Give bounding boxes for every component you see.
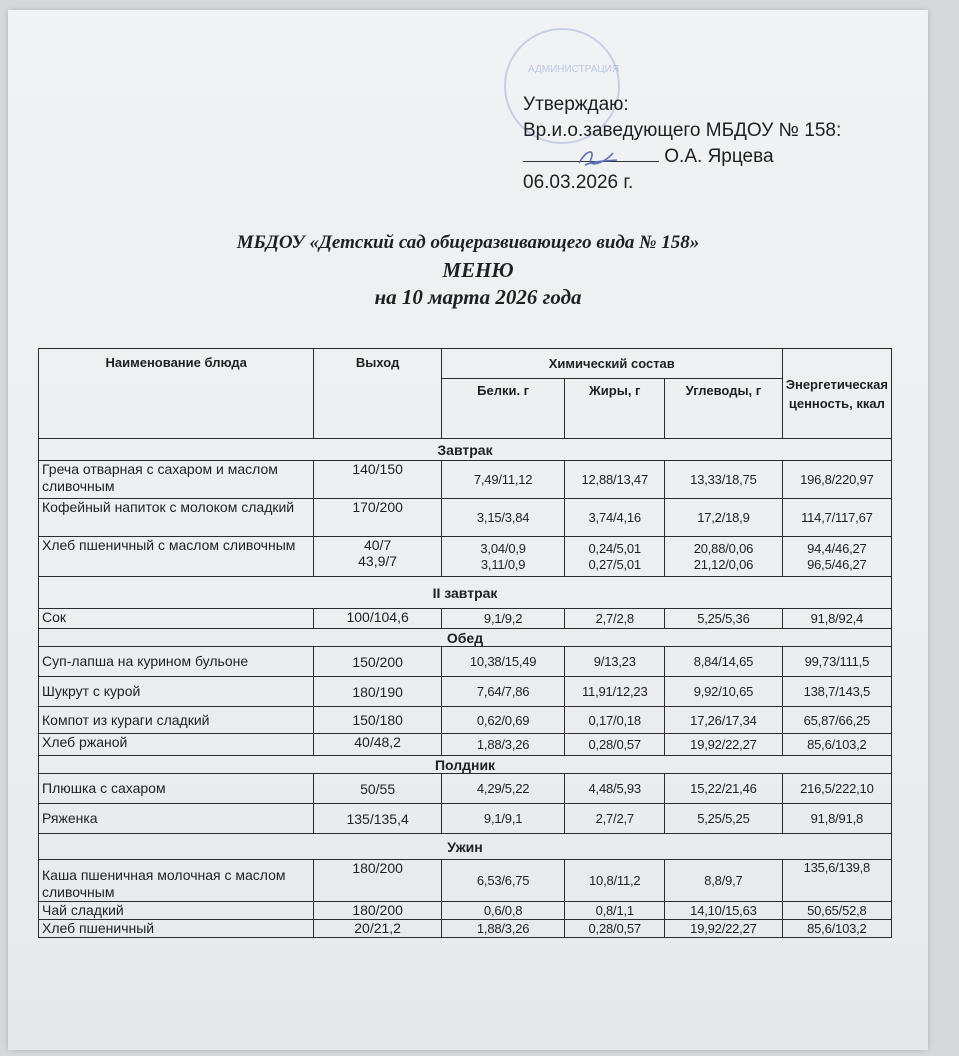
dish-fats-line: 0,27/5,01	[588, 556, 641, 572]
section-title: Ужин	[39, 834, 892, 860]
approval-signature-line	[523, 144, 841, 170]
dish-energy: 85,6/103,2	[782, 920, 891, 938]
dish-fats: 12,88/13,47	[565, 461, 665, 499]
dish-proteins: 6,53/6,75	[441, 860, 565, 902]
dish-name: Сок	[39, 609, 314, 629]
section-title: II завтрак	[39, 577, 892, 609]
dish-carbs: 17,26/17,34	[665, 707, 783, 734]
dish-fats-line: 0,24/5,01	[588, 540, 641, 556]
dish-name: Компот из кураги сладкий	[39, 707, 314, 734]
dish-fats: 0,28/0,57	[565, 920, 665, 938]
dish-output: 40/48,2	[314, 734, 441, 756]
dish-proteins-line: 3,11/0,9	[480, 556, 526, 572]
dish-fats	[565, 537, 665, 577]
dish-carbs: 17,2/18,9	[665, 499, 783, 537]
dish-output: 20/21,2	[314, 920, 441, 938]
menu-table	[38, 348, 892, 938]
header-energy: Энергетическая ценность, ккал	[782, 349, 891, 439]
dish-proteins: 1,88/3,26	[441, 920, 565, 938]
dish-carbs: 19,92/22,27	[665, 920, 783, 938]
approval-block	[523, 92, 841, 196]
dish-output-line: 40/7	[363, 537, 392, 553]
dish-carbs: 8,8/9,7	[665, 860, 783, 902]
dish-energy: 114,7/117,67	[782, 499, 891, 537]
dish-name: Чай сладкий	[39, 902, 314, 920]
dish-fats: 11,91/12,23	[565, 677, 665, 707]
dish-energy: 138,7/143,5	[782, 677, 891, 707]
dish-proteins: 0,62/0,69	[441, 707, 565, 734]
dish-proteins-line: 3,04/0,9	[480, 540, 526, 556]
dish-energy-line: 96,5/46,27	[807, 556, 867, 572]
dish-output: 150/200	[314, 647, 441, 677]
dish-fats: 2,7/2,7	[565, 804, 665, 834]
dish-energy: 65,87/66,25	[782, 707, 891, 734]
approval-heading: Утверждаю:	[523, 94, 629, 115]
dish-proteins: 4,29/5,22	[441, 774, 565, 804]
dish-output: 180/200	[314, 902, 441, 920]
header-carbs: Углеводы, г	[665, 379, 783, 439]
dish-fats: 4,48/5,93	[565, 774, 665, 804]
dish-output: 150/180	[314, 707, 441, 734]
dish-energy	[782, 537, 891, 577]
dish-carbs: 19,92/22,27	[665, 734, 783, 756]
document-page	[8, 10, 928, 1050]
section-title: Полдник	[39, 756, 892, 774]
dish-proteins	[441, 537, 565, 577]
dish-carbs: 15,22/21,46	[665, 774, 783, 804]
dish-name: Плюшка с сахаром	[39, 774, 314, 804]
dish-output: 50/55	[314, 774, 441, 804]
dish-name: Хлеб пшеничный	[39, 920, 314, 938]
dish-fats: 2,7/2,8	[565, 609, 665, 629]
dish-name: Хлеб пшеничный с маслом сливочным	[39, 537, 314, 577]
dish-name: Каша пшеничная молочная с маслом сливочным	[39, 860, 314, 902]
dish-name: Кофейный напиток с молоком сладкий	[39, 499, 314, 537]
dish-carbs: 5,25/5,25	[665, 804, 783, 834]
dish-carbs: 14,10/15,63	[665, 902, 783, 920]
document-titles	[8, 232, 948, 310]
dish-name: Греча отварная с сахаром и маслом сливочным	[39, 461, 314, 499]
dish-energy-line: 94,4/46,27	[807, 540, 867, 556]
dish-name: Шукрут с курой	[39, 677, 314, 707]
dish-fats: 0,8/1,1	[565, 902, 665, 920]
dish-proteins: 7,49/11,12	[441, 461, 565, 499]
dish-output	[314, 537, 441, 577]
dish-energy: 99,73/111,5	[782, 647, 891, 677]
dish-fats: 0,28/0,57	[565, 734, 665, 756]
dish-output: 140/150	[314, 461, 441, 499]
dish-name: Хлеб ржаной	[39, 734, 314, 756]
dish-proteins: 9,1/9,1	[441, 804, 565, 834]
dish-carbs: 9,92/10,65	[665, 677, 783, 707]
section-title: Завтрак	[39, 439, 892, 461]
menu-title: МЕНЮ	[442, 258, 514, 282]
dish-output: 180/190	[314, 677, 441, 707]
dish-name: Суп-лапша на курином бульоне	[39, 647, 314, 677]
header-fats: Жиры, г	[565, 379, 665, 439]
dish-carbs: 8,84/14,65	[665, 647, 783, 677]
dish-carbs-line: 20,88/0,06	[693, 540, 754, 556]
header-chem: Химический состав	[441, 349, 782, 379]
dish-proteins: 1,88/3,26	[441, 734, 565, 756]
menu-date: на 10 марта 2026 года	[374, 285, 582, 309]
dish-proteins: 3,15/3,84	[441, 499, 565, 537]
dish-energy: 135,6/139,8	[782, 860, 891, 902]
dish-fats: 0,17/0,18	[565, 707, 665, 734]
section-title: Обед	[39, 629, 892, 647]
dish-output: 170/200	[314, 499, 441, 537]
official-stamp: АДМИНИСТРАЦИЯ	[504, 28, 620, 144]
dish-proteins: 0,6/0,8	[441, 902, 565, 920]
dish-output: 100/104,6	[314, 609, 441, 629]
dish-energy: 91,8/92,4	[782, 609, 891, 629]
dish-proteins: 7,64/7,86	[441, 677, 565, 707]
header-proteins: Белки. г	[441, 379, 565, 439]
dish-fats: 3,74/4,16	[565, 499, 665, 537]
dish-output: 135/135,4	[314, 804, 441, 834]
dish-energy: 91,8/91,8	[782, 804, 891, 834]
dish-energy: 196,8/220,97	[782, 461, 891, 499]
dish-energy: 85,6/103,2	[782, 734, 891, 756]
header-output: Выход	[314, 349, 441, 439]
approval-position: Вр.и.о.заведующего МБДОУ № 158:	[523, 120, 842, 141]
dish-proteins: 9,1/9,2	[441, 609, 565, 629]
dish-carbs	[665, 537, 783, 577]
signer-name: О.А. Ярцева	[664, 146, 774, 167]
dish-output-line: 43,9/7	[358, 553, 398, 569]
header-name: Наименование блюда	[39, 349, 314, 439]
dish-name: Ряженка	[39, 804, 314, 834]
handwritten-signature	[573, 145, 623, 171]
approval-date: 06.03.2026 г.	[523, 172, 634, 193]
dish-output: 180/200	[314, 860, 441, 902]
dish-proteins: 10,38/15,49	[441, 647, 565, 677]
organization-title: МБДОУ «Детский сад общеразвивающего вида № 158»	[236, 232, 700, 253]
dish-carbs-line: 21,12/0,06	[693, 556, 754, 572]
dish-carbs: 5,25/5,36	[665, 609, 783, 629]
dish-energy: 216,5/222,10	[782, 774, 891, 804]
dish-carbs: 13,33/18,75	[665, 461, 783, 499]
dish-energy: 50,65/52,8	[782, 902, 891, 920]
dish-fats: 9/13,23	[565, 647, 665, 677]
dish-fats: 10,8/11,2	[565, 860, 665, 902]
